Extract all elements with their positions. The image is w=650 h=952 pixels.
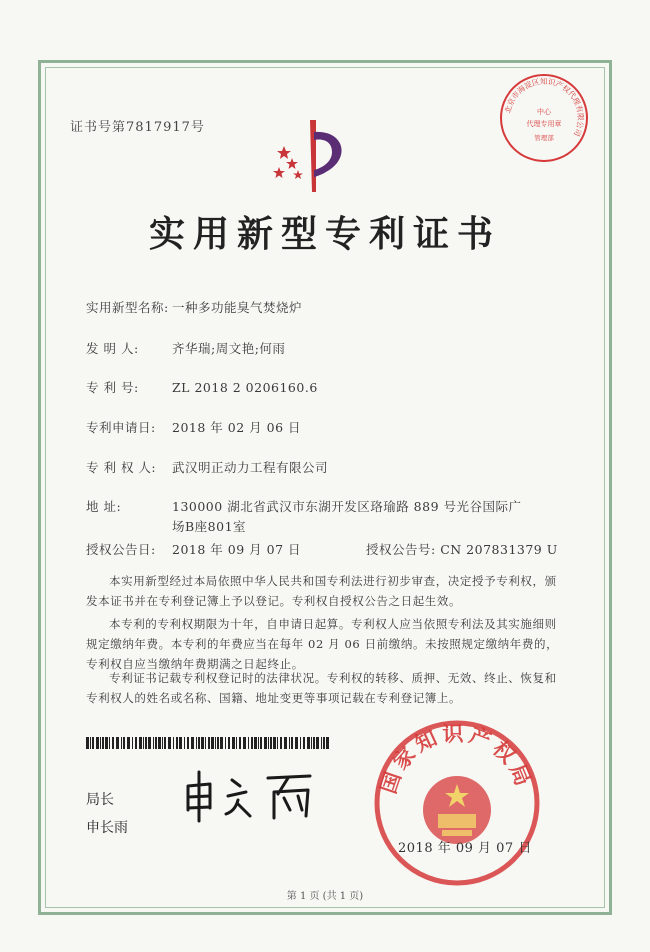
field-publication-number <box>366 540 558 558</box>
field-label: 专利申请日: <box>86 420 156 435</box>
official-seal-date: 2018 年 09 月 07 日 <box>398 841 532 856</box>
field-value: 130000 湖北省武汉市东湖开发区珞瑜路 889 号光谷国际广 <box>172 499 522 514</box>
field-patentee <box>86 458 328 476</box>
official-seal-ring-text: 国家知识产权局 <box>376 721 537 797</box>
paragraph-grant-notice: 本实用新型经过本局依照中华人民共和国专利法进行初步审查，决定授予专利权，颁发本证书并在专利登记簿上予以登记。专利权自授权公告之日起生效。 <box>86 574 557 608</box>
field-filing-date <box>86 418 301 436</box>
agency-seal-bottom: 管理部 <box>534 134 554 142</box>
field-label: 授权公告日: <box>86 542 156 557</box>
agency-seal-icon <box>498 72 590 164</box>
field-label: 发 明 人: <box>86 341 139 356</box>
field-address-line2: 场B座801室 <box>172 519 247 534</box>
field-value: 2018 年 09 月 07 日 <box>172 542 301 557</box>
official-seal-icon <box>372 718 542 888</box>
field-address <box>86 497 522 515</box>
field-value: ZL 2018 2 0206160.6 <box>172 380 318 395</box>
field-label: 实用新型名称: <box>86 300 169 315</box>
director-title: 局长 <box>86 792 114 808</box>
paragraph-term-notice: 本专利的专利权期限为十年，自申请日起算。专利权人应当依照专利法及其实施细则规定缴纳年费。本专利的年费应当在每年 02 月 06 日前缴纳。未按照规定缴纳年费的，专利权自应当缴纳年费期满之日起终止。 <box>86 617 559 671</box>
sipo-logo-icon <box>270 112 350 197</box>
agency-seal-center2: 代理专用章 <box>526 120 562 128</box>
certificate-title: 实用新型专利证书 <box>148 214 501 255</box>
field-value: 2018 年 02 月 06 日 <box>172 420 301 435</box>
field-value: CN 207831379 U <box>440 542 558 557</box>
field-grant-date <box>86 540 301 558</box>
field-value: 武汉明正动力工程有限公司 <box>172 460 329 475</box>
field-utility-model-name <box>86 298 302 316</box>
certificate-number: 证书号第7817917号 <box>70 120 205 135</box>
agency-seal-ring-text: 北京市海淀区知识产权代理有限公司 <box>503 76 586 138</box>
director-signature-icon <box>180 766 330 826</box>
page-number: 第 1 页 (共 1 页) <box>286 891 364 902</box>
field-label: 地 址: <box>86 499 122 514</box>
barcode-icon <box>86 737 330 749</box>
field-value: 一种多功能臭气焚烧炉 <box>172 300 303 315</box>
field-inventors <box>86 339 285 357</box>
field-label: 授权公告号: <box>366 542 436 557</box>
director-name: 申长雨 <box>86 820 128 836</box>
paragraph-register-notice: 专利证书记载专利权登记时的法律状况。专利权的转移、质押、无效、终止、恢复和专利权人的姓名或名称、国籍、地址变更等事项记载在专利登记簿上。 <box>86 671 557 705</box>
field-label: 专 利 权 人: <box>86 460 157 475</box>
field-value: 齐华瑞;周文艳;何雨 <box>172 341 286 356</box>
agency-seal-center1: 中心 <box>537 108 551 116</box>
field-patent-number <box>86 378 318 396</box>
field-label: 专 利 号: <box>86 380 139 395</box>
